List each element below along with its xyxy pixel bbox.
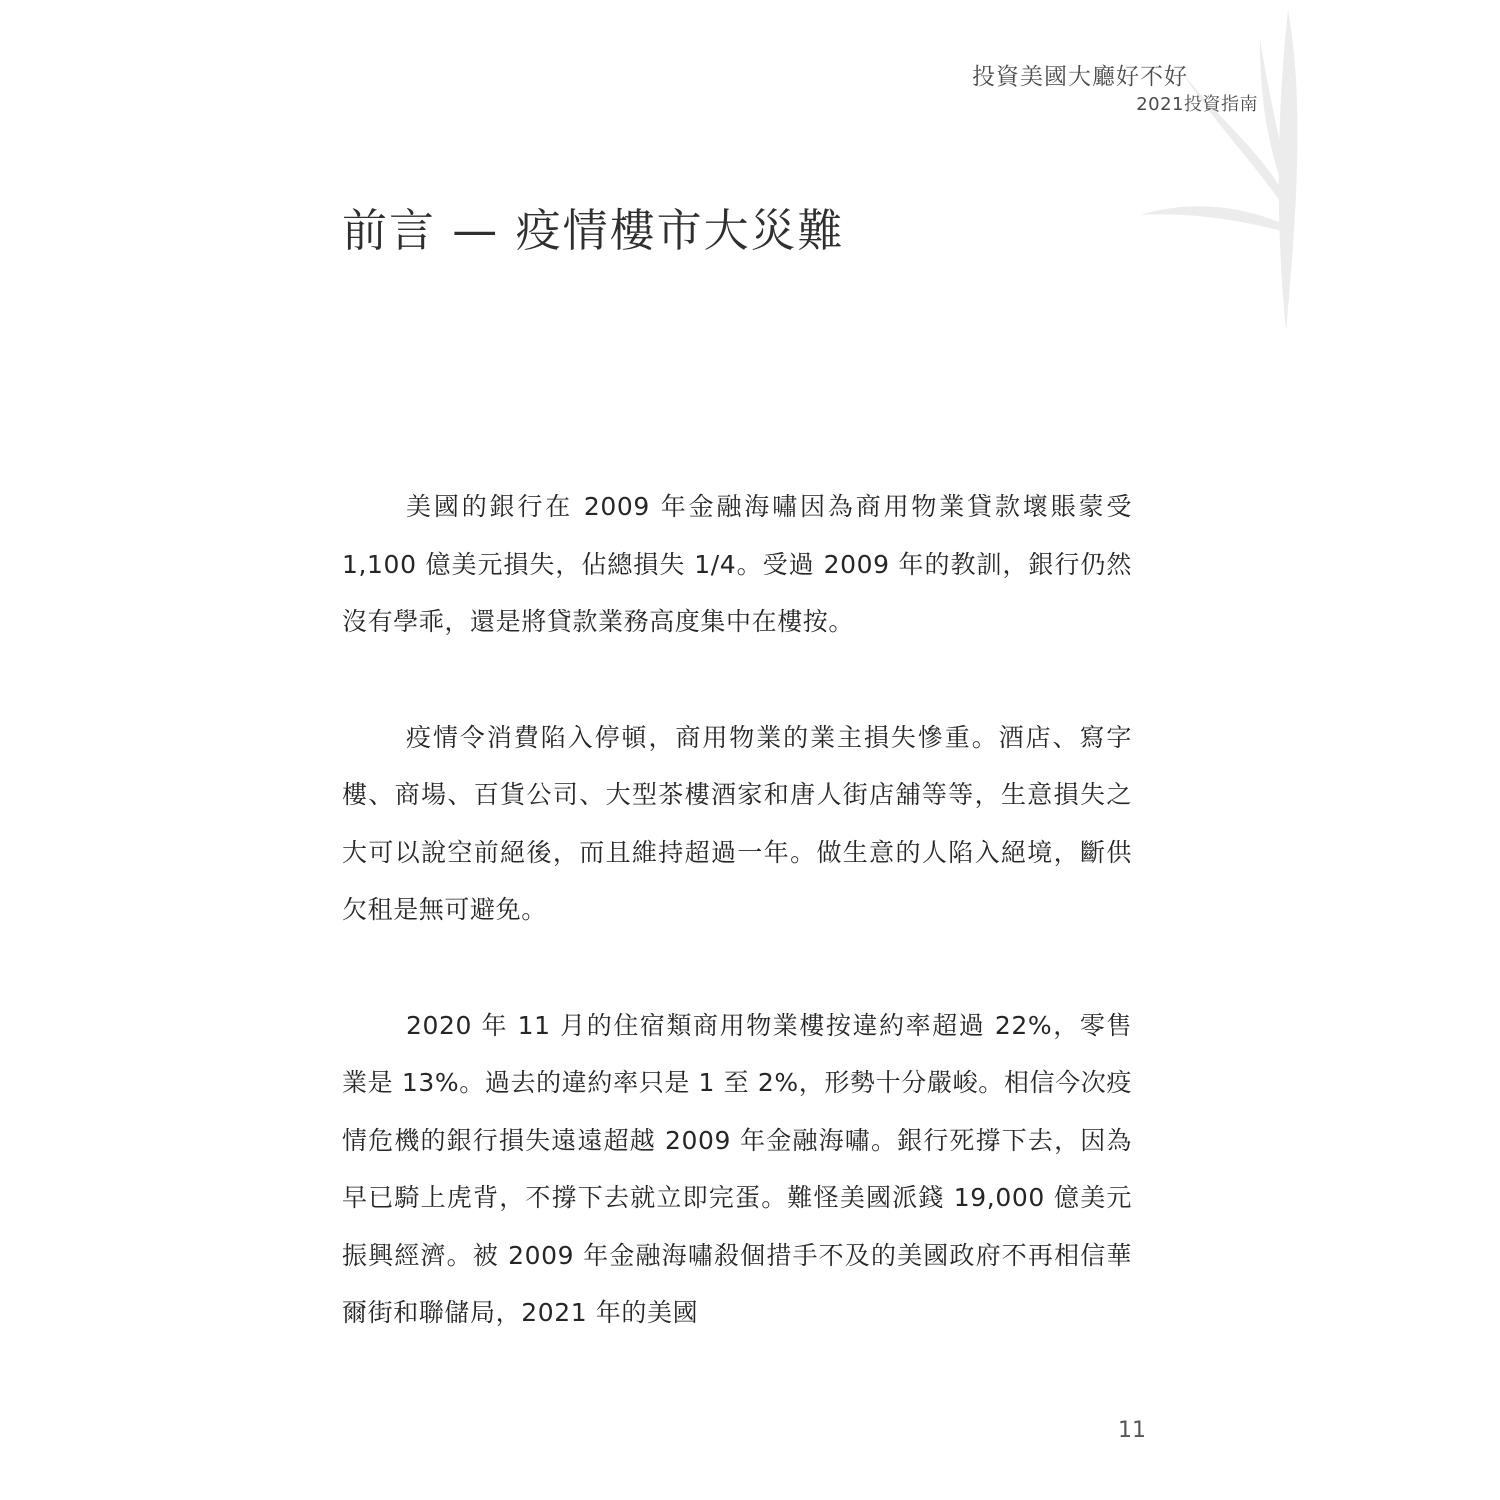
page-number: 11 [1118,1418,1146,1443]
leaf-icon [1110,0,1310,340]
paragraph-1: 美國的銀行在 2009 年金融海嘯因為商用物業貸款壞賬蒙受 1,100 億美元損失，佔總損失 1/4。受過 2009 年的教訓，銀行仍然沒有學乖，還是將貸款業務高度集中在樓按。 [342,492,1132,636]
chapter-title: 前言 — 疫情樓市大災難 [342,204,845,257]
book-subtitle: 2021投資指南 [1136,94,1258,115]
paragraph-2: 疫情令消費陷入停頓，商用物業的業主損失慘重。酒店、寫字樓、商場、百貨公司、大型茶樓酒家和唐人街店舖等等，生意損失之大可以說空前絕後，而且維持超過一年。做生意的人陷入絕境，斷供欠租是無可避免。 [342,722,1132,924]
body-text [342,478,1132,1400]
book-title: 投資美國大廳好不好 [972,64,1188,90]
running-header [972,62,1258,118]
paragraph-3: 2020 年 11 月的住宿類商用物業樓按違約率超過 22%，零售業是 13%。過去的違約率只是 1 至 2%，形勢十分嚴峻。相信今次疫情危機的銀行損失遠遠超越 2009 年金融海嘯。銀行死撐下去，因為早已騎上虎背，不撐下去就立即完蛋。難怪美國派錢 19,000 億美元振興經濟。被 2009 年金融海嘯殺個措手不及的美國政府不再相信華爾街和聯儲局，2021 年的美國 [342,1010,1132,1327]
